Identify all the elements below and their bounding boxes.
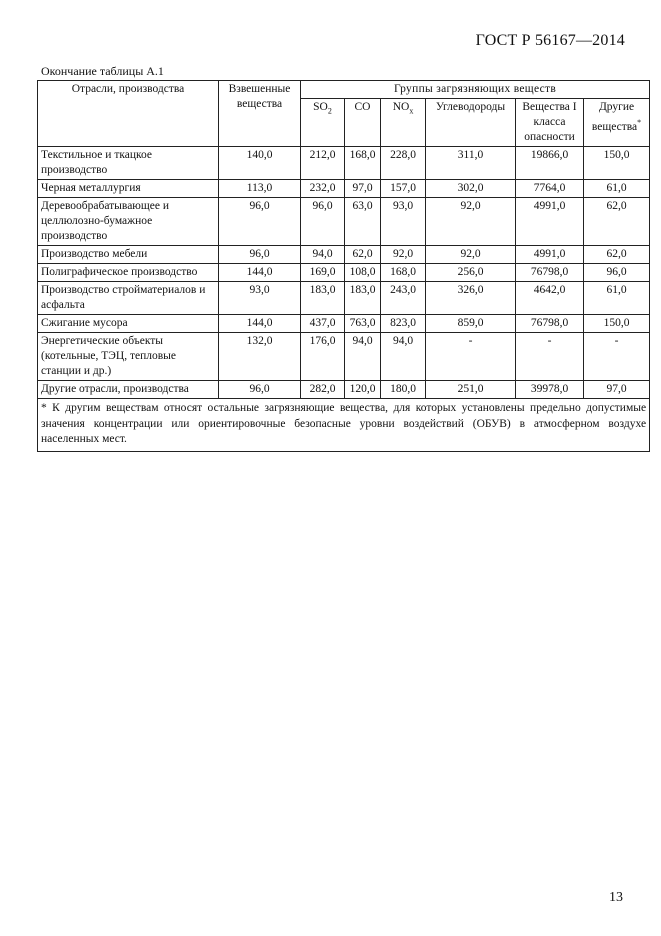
cell-co: 120,0 (345, 381, 381, 399)
cell-so2: 96,0 (301, 198, 345, 246)
table-row (38, 333, 650, 381)
cell-co: 97,0 (345, 180, 381, 198)
row-industry-name: Полиграфическое производство (38, 264, 219, 282)
page-number: 13 (609, 890, 623, 905)
row-industry-name: Другие отрасли, производства (38, 381, 219, 399)
cell-hydrocarbons: - (426, 333, 516, 381)
header-suspended: Взвешенные вещества (219, 81, 301, 147)
cell-co: 62,0 (345, 246, 381, 264)
header-nox: $NO_x$ (381, 99, 426, 147)
cell-nox: 92,0 (381, 246, 426, 264)
table-row (38, 147, 650, 180)
cell-other: 62,0 (584, 246, 650, 264)
header-so2: $SO_2$ (301, 99, 345, 147)
cell-suspended: 144,0 (219, 264, 301, 282)
table-footnote-row (38, 399, 650, 452)
row-industry-name: Производство мебели (38, 246, 219, 264)
cell-class1: 7764,0 (516, 180, 584, 198)
cell-suspended: 96,0 (219, 246, 301, 264)
cell-co: 94,0 (345, 333, 381, 381)
cell-other: 150,0 (584, 147, 650, 180)
pollutants-table-container (37, 80, 649, 452)
cell-suspended: 113,0 (219, 180, 301, 198)
cell-so2: 183,0 (301, 282, 345, 315)
table-row (38, 246, 650, 264)
cell-class1: 19866,0 (516, 147, 584, 180)
header-class1: Вещества I класса опасности (516, 99, 584, 147)
cell-hydrocarbons: 326,0 (426, 282, 516, 315)
row-industry-name: Черная металлургия (38, 180, 219, 198)
cell-class1: 76798,0 (516, 315, 584, 333)
cell-hydrocarbons: 256,0 (426, 264, 516, 282)
row-industry-name: Производство стройматериалов и асфальта (38, 282, 219, 315)
cell-hydrocarbons: 92,0 (426, 198, 516, 246)
cell-class1: 76798,0 (516, 264, 584, 282)
cell-so2: 94,0 (301, 246, 345, 264)
cell-other: 97,0 (584, 381, 650, 399)
cell-so2: 232,0 (301, 180, 345, 198)
cell-nox: 180,0 (381, 381, 426, 399)
pollutants-table (37, 80, 650, 452)
table-caption: Окончание таблицы А.1 (41, 64, 164, 78)
table-row (38, 315, 650, 333)
cell-co: 108,0 (345, 264, 381, 282)
cell-other: 150,0 (584, 315, 650, 333)
cell-so2: 282,0 (301, 381, 345, 399)
cell-suspended: 140,0 (219, 147, 301, 180)
header-co: CO (345, 99, 381, 147)
row-industry-name: Деревообрабатывающее и целлюлозно-бумажное производство (38, 198, 219, 246)
cell-nox: 243,0 (381, 282, 426, 315)
table-footnote: * К другим веществам относят остальные загрязняющие вещества, для которых установлены предельно допустимые значения концентрации или ориентировочные безопасные уровни воздействий (ОБУВ) в атмосферном воздухе населенных мест. (38, 399, 650, 452)
cell-hydrocarbons: 92,0 (426, 246, 516, 264)
cell-co: 763,0 (345, 315, 381, 333)
cell-nox: 168,0 (381, 264, 426, 282)
cell-nox: 823,0 (381, 315, 426, 333)
header-groups: Группы загрязняющих веществ (301, 81, 650, 99)
cell-other: 61,0 (584, 282, 650, 315)
header-industry: Отрасли, производства (38, 81, 219, 147)
cell-so2: 169,0 (301, 264, 345, 282)
cell-suspended: 144,0 (219, 315, 301, 333)
cell-nox: 157,0 (381, 180, 426, 198)
table-row (38, 264, 650, 282)
header-hydrocarbons: Углеводороды (426, 99, 516, 147)
table-row (38, 282, 650, 315)
table-row (38, 198, 650, 246)
cell-class1: 39978,0 (516, 381, 584, 399)
cell-so2: 212,0 (301, 147, 345, 180)
cell-class1: 4642,0 (516, 282, 584, 315)
cell-so2: 437,0 (301, 315, 345, 333)
row-industry-name: Текстильное и ткацкое производство (38, 147, 219, 180)
cell-so2: 176,0 (301, 333, 345, 381)
cell-suspended: 132,0 (219, 333, 301, 381)
cell-suspended: 96,0 (219, 198, 301, 246)
cell-suspended: 93,0 (219, 282, 301, 315)
cell-co: 63,0 (345, 198, 381, 246)
cell-other: 62,0 (584, 198, 650, 246)
document-header-code: ГОСТ Р 56167—2014 (475, 32, 625, 49)
cell-class1: - (516, 333, 584, 381)
cell-suspended: 96,0 (219, 381, 301, 399)
cell-other: 96,0 (584, 264, 650, 282)
table-row (38, 180, 650, 198)
cell-hydrocarbons: 311,0 (426, 147, 516, 180)
cell-co: 168,0 (345, 147, 381, 180)
cell-class1: 4991,0 (516, 198, 584, 246)
cell-hydrocarbons: 859,0 (426, 315, 516, 333)
header-other: Другие вещества* (584, 99, 650, 147)
cell-class1: 4991,0 (516, 246, 584, 264)
row-industry-name: Энергетические объекты (котельные, ТЭЦ, тепловые станции и др.) (38, 333, 219, 381)
cell-nox: 93,0 (381, 198, 426, 246)
table-row (38, 381, 650, 399)
cell-nox: 228,0 (381, 147, 426, 180)
cell-hydrocarbons: 302,0 (426, 180, 516, 198)
cell-co: 183,0 (345, 282, 381, 315)
cell-other: - (584, 333, 650, 381)
cell-other: 61,0 (584, 180, 650, 198)
row-industry-name: Сжигание мусора (38, 315, 219, 333)
cell-hydrocarbons: 251,0 (426, 381, 516, 399)
cell-nox: 94,0 (381, 333, 426, 381)
